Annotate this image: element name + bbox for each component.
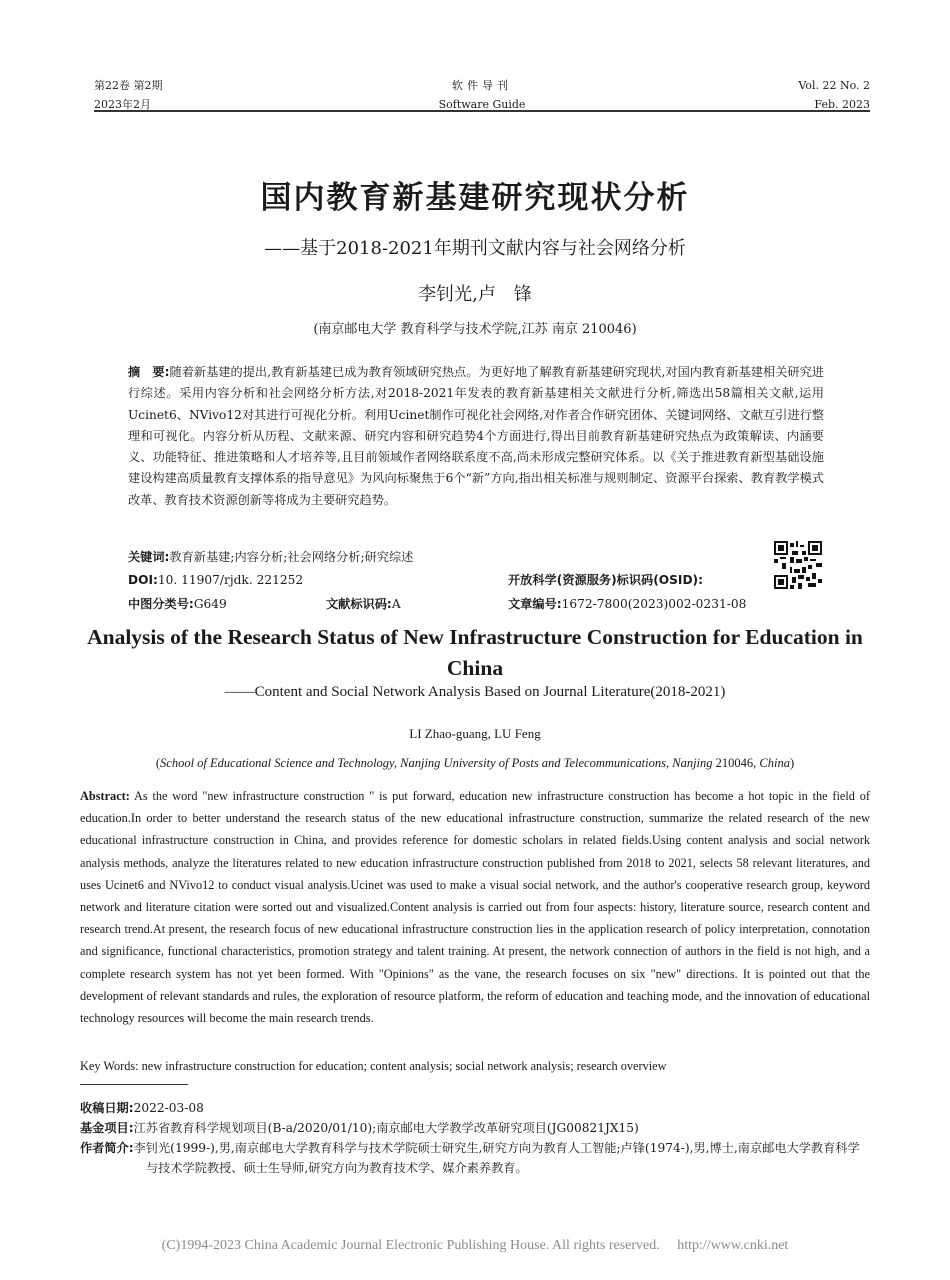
doc-code-value: A (391, 597, 401, 611)
english-authors: LI Zhao-guang, LU Feng (409, 726, 541, 741)
osid-label: 开放科学(资源服务)标识码(OSID): (508, 573, 704, 587)
header-journal: 软件导刊 Software Guide (438, 79, 526, 111)
header-rule (94, 110, 870, 112)
english-abstract (80, 785, 870, 1029)
clc-number (128, 594, 227, 614)
chinese-authors: 李钊光,卢 锋 (418, 284, 532, 305)
footnote-fund: 基金项目:江苏省教育科学规划项目(B-a/2020/01/10);南京邮电大学教学改革研究项目(JG00821JX15) (80, 1121, 639, 1135)
abstract-label: 摘 要: (128, 365, 170, 379)
english-keywords (80, 1056, 870, 1076)
chinese-abstract (128, 362, 824, 511)
english-abstract-label: Abstract: (80, 789, 130, 803)
abstract-text: 随着新基建的提出,教育新基建已成为教育领域研究热点。为更好地了解教育新基建研究现状,对国内教育新基建相关研究进行综述。采用内容分析和社会网络分析方法,对2018-2021年发表的教育新基建相关文献进行分析,筛选出58篇相关文献,运用Ucinet6、NVivo12对其进行可视化分析。利用Ucinet制作可视化社会网络,对作者合作研究团体、关键词网络、文献互引进行整理和可视化。内容分析从历程、文献来源、研究内容和研究趋势4个方面进行,得出目前教育新基建研究热点为政策解读、内涵要义、功能特征、推进策略和人才培养等,且目前领域作者网络联系度不高,尚未形成完整研究体系。以《关于推进教育新型基础设施建设构建高质量教育支撑体系的指导意见》为风向标聚焦于6个“新”方向,指出相关标准与规则制定、资源平台探索、教育教学模式改革、教育技术资源创新等将成为主要研究趋势。 (128, 365, 824, 507)
article-no-label: 文章编号: (508, 597, 562, 611)
article-no-value: 1672-7800(2023)002-0231-08 (561, 597, 747, 611)
doi-value[interactable]: 10. 11907/rjdk. 221252 (157, 573, 304, 587)
clc-label: 中图分类号: (128, 597, 194, 611)
chinese-keywords (128, 547, 413, 567)
keywords-label: 关键词: (128, 550, 170, 564)
english-title: Analysis of the Research Status of New Infrastructure Construction for Education in China (87, 625, 863, 680)
header-issue: 第22卷 第2期 2023年2月 (94, 79, 163, 111)
english-affiliation: (School of Educational Science and Technology, Nanjing University of Posts and Telecommunications, Nanjing 210046, China) (155, 756, 795, 770)
english-subtitle: ——Content and Social Network Analysis Based on Journal Literature(2018-2021) (224, 684, 726, 700)
running-header (94, 76, 870, 114)
english-keywords-text: new infrastructure construction for education; content analysis; social network analysis; research overview (141, 1059, 667, 1073)
clc-value: G649 (193, 597, 227, 611)
copyright-notice: (C)1994-2023 China Academic Journal Electronic Publishing House. All rights reserved. http://www.cnki.net (161, 1238, 789, 1253)
doi (128, 570, 303, 590)
document-code (326, 594, 401, 614)
footnote-received: 收稿日期:2022-03-08 (80, 1101, 204, 1115)
chinese-title: 国内教育新基建研究现状分析 (260, 180, 690, 216)
chinese-subtitle: ——基于2018-2021年期刊文献内容与社会网络分析 (264, 238, 686, 259)
footnote-rule (80, 1084, 188, 1085)
keywords-text: 教育新基建;内容分析;社会网络分析;研究综述 (169, 550, 414, 564)
english-abstract-text: As the word "new infrastructure construction " is put forward, education new infrastructure construction has become a hot topic in the field of education.In order to better understand the research status of the new educational infrastructure construction, summarize the related research of the new educational infrastructure construction in China, and provides reference for domestic scholars in related fields.Using content analysis and social network analysis methods, analyze the literatures related to new education infrastructure construction published from 2018 to 2021, selects 58 relevant literatures, and uses Ucinet6 and NVivo12 to conduct visual analysis.Ucinet was used to make a visual social network, and the author's cooperative research group, keyword network and literature citation were sorted out and visualized.Content analysis is carried out from four aspects: history, literature source, research content and research trend.At present, the research focus of new educational infrastructure construction lies in the application research of policy interpretation, connotation and significance, functional characteristics, promotion strategy and talent training. At present, the network connection of authors in the field is not high, and a complete research system has not yet been formed. With "Opinions" as the vane, the research focuses on six "new" directions. It is pointed out that the development of relevant standards and rules, the exploration of resource platform, the reform of education and teaching mode, and the innovation of educational technology resources will become the main research trends. (80, 789, 870, 1026)
doi-label: DOI: (128, 573, 158, 587)
osid (508, 570, 703, 590)
header-volume: Vol. 22 No. 2 Feb. 2023 (798, 79, 870, 111)
footnote-author-bio: 作者简介:李钊光(1999-),男,南京邮电大学教育科学与技术学院硕士研究生,研究方向为教育人工智能;卢锋(1974-),男,博士,南京邮电大学教育科学与技术学院教授、硕士生导师,研究方向为教育技术学、媒介素养教育。 (80, 1141, 860, 1175)
chinese-affiliation: (南京邮电大学 教育科学与技术学院,江苏 南京 210046) (313, 322, 637, 337)
doc-code-label: 文献标识码: (326, 597, 392, 611)
qr-code-icon[interactable] (774, 541, 822, 589)
article-number (508, 594, 746, 614)
english-keywords-label: Key Words: (80, 1059, 139, 1073)
